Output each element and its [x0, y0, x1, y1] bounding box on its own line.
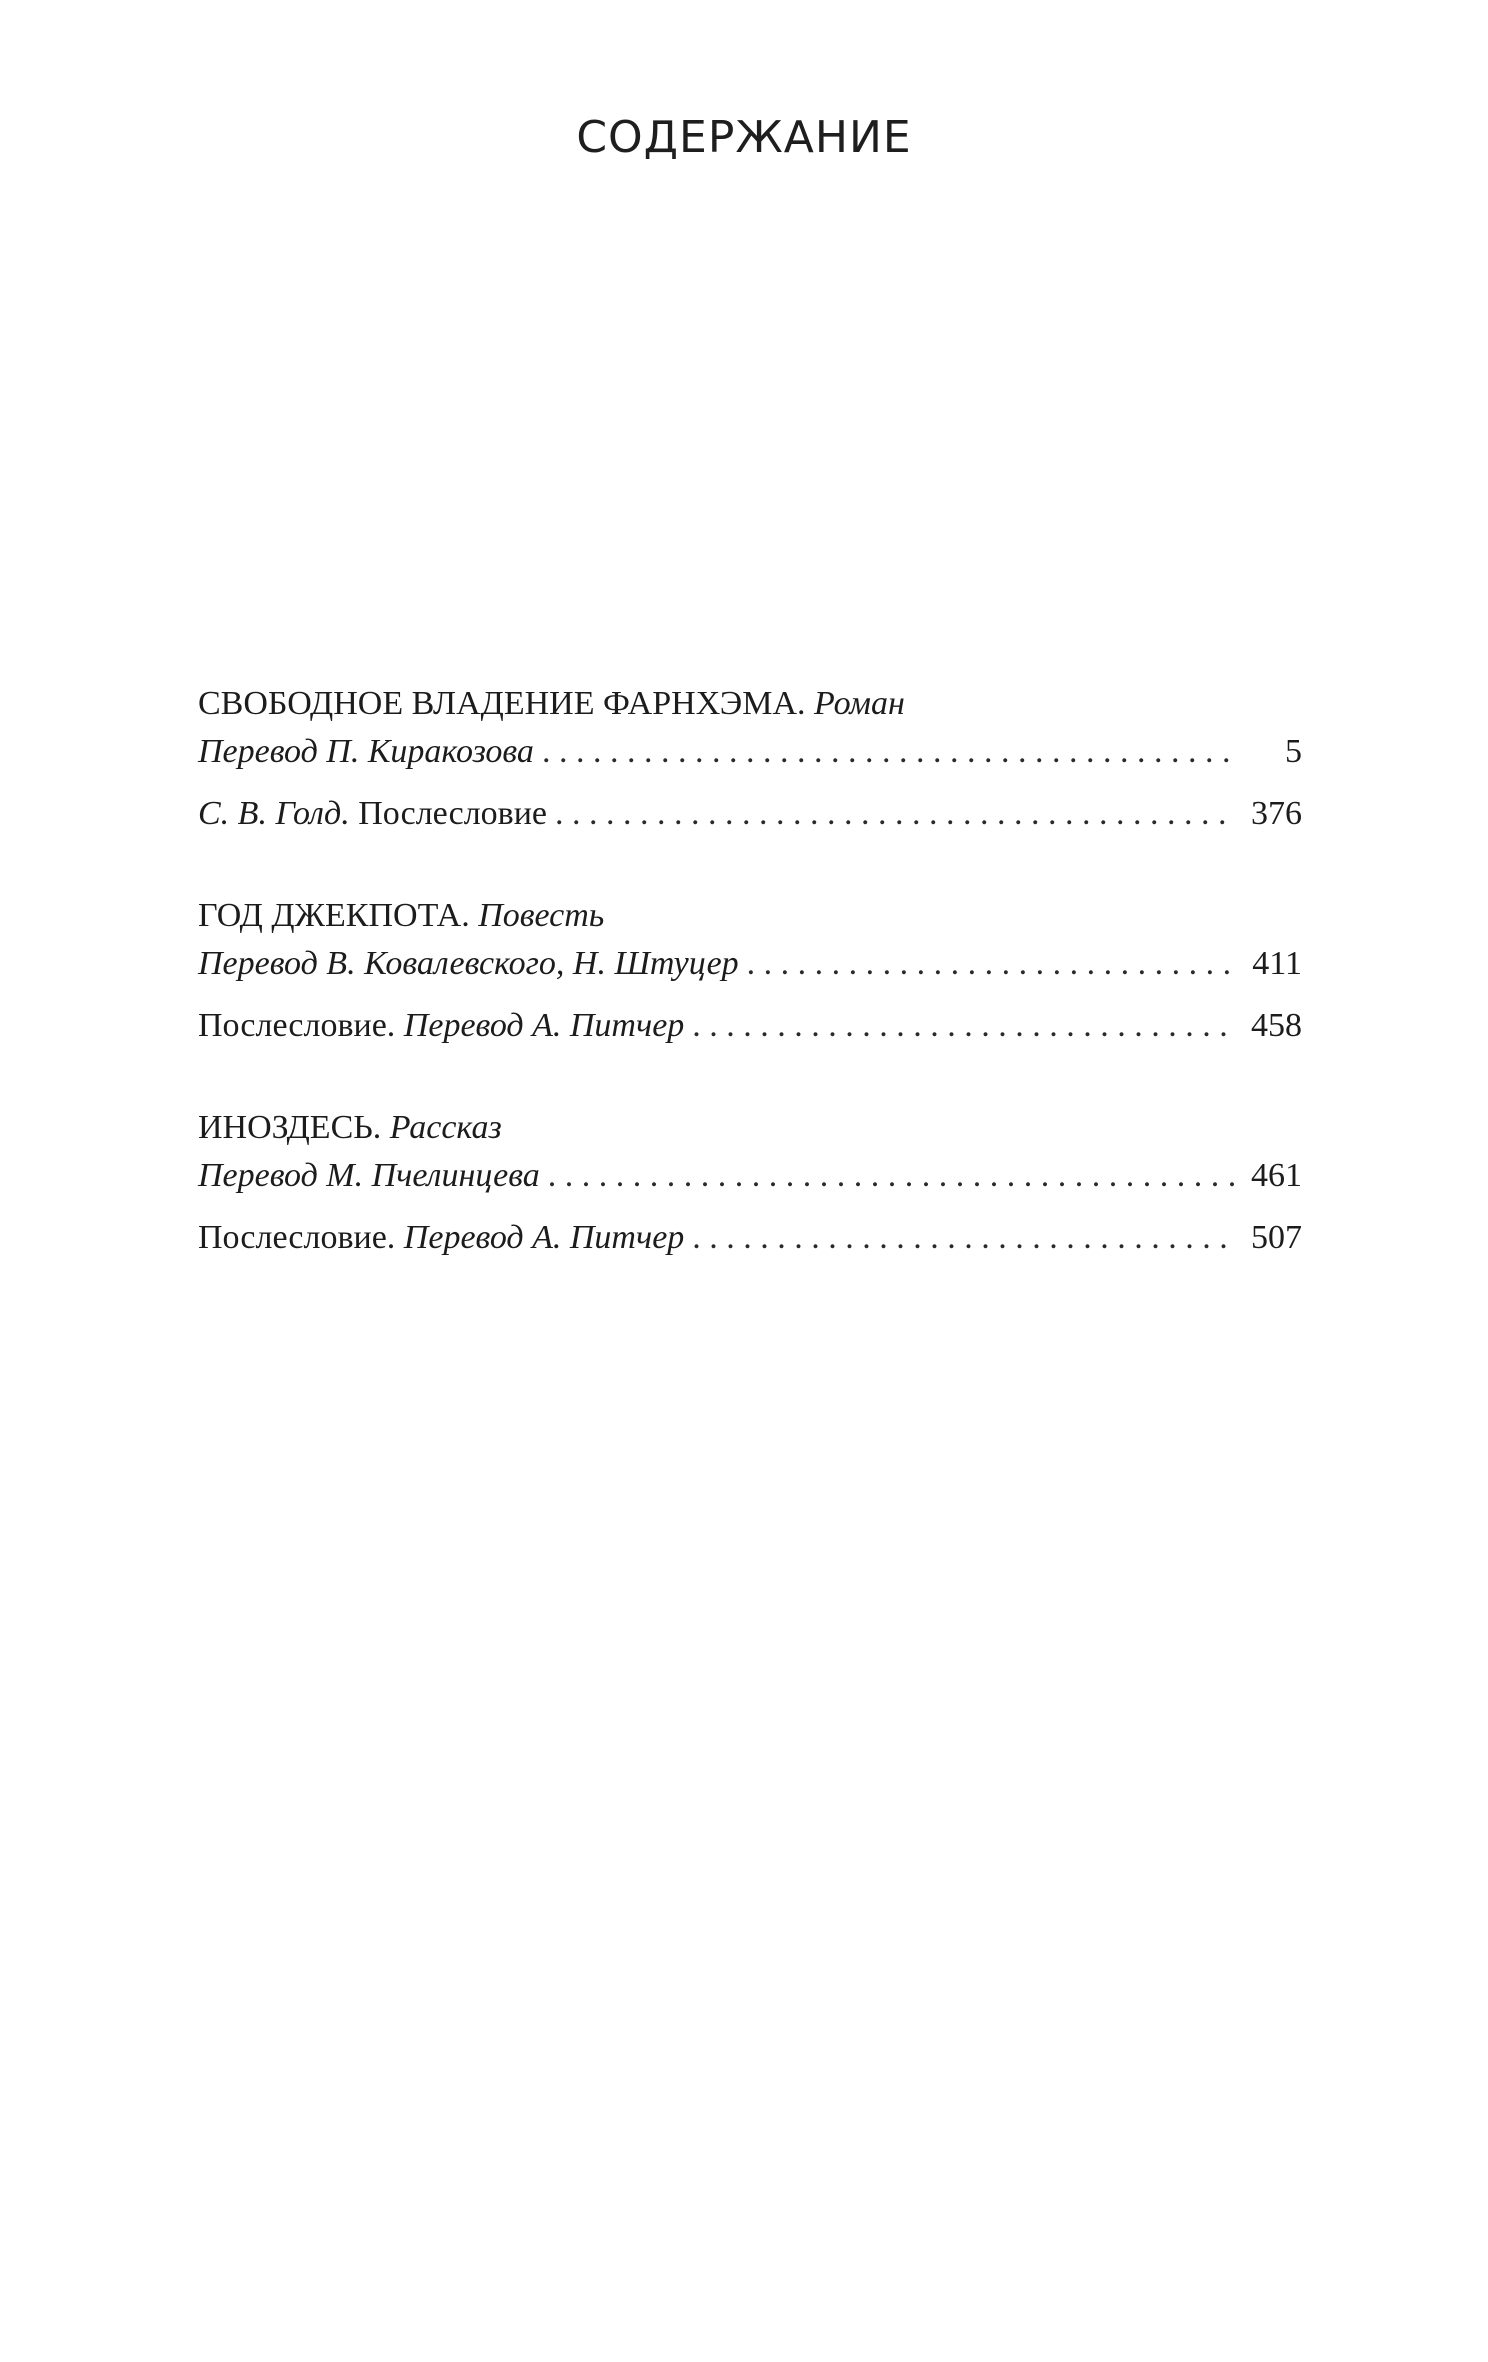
dot-leader [548, 1152, 1236, 1200]
entry-credit: Перевод М. Пчелинцева [198, 1157, 540, 1194]
entry-label: Послесловие [349, 795, 548, 832]
toc-entry[interactable] [198, 1152, 1302, 1200]
toc-entry[interactable] [198, 728, 1302, 776]
work-genre: Роман [814, 685, 905, 722]
dot-leader [542, 728, 1236, 776]
section-title [198, 1104, 1302, 1152]
entry-credit: Перевод П. Киракозова [198, 733, 534, 770]
page-title: СОДЕРЖАНИЕ [576, 112, 912, 163]
page-number: 507 [1251, 1219, 1302, 1256]
toc-section-inozdes [198, 1104, 1302, 1262]
section-title [198, 680, 1302, 728]
table-of-contents [198, 680, 1302, 1316]
page-number: 5 [1285, 733, 1302, 770]
page-number: 376 [1251, 795, 1302, 832]
work-title: СВОБОДНОЕ ВЛАДЕНИЕ ФАРНХЭМА. [198, 685, 806, 722]
section-title [198, 892, 1302, 940]
dot-leader [692, 1214, 1236, 1262]
work-genre: Повесть [478, 897, 605, 934]
toc-entry[interactable] [198, 1002, 1302, 1050]
page-number: 411 [1252, 945, 1302, 982]
dot-leader [692, 1002, 1236, 1050]
toc-entry[interactable] [198, 1214, 1302, 1262]
work-genre: Рассказ [389, 1109, 502, 1146]
page-number: 458 [1251, 1007, 1302, 1044]
entry-author: С. В. Голд. [198, 795, 350, 832]
toc-entry[interactable] [198, 940, 1302, 988]
work-title: ИНОЗДЕСЬ. [198, 1109, 382, 1146]
dot-leader [555, 790, 1236, 838]
toc-section-jackpot [198, 892, 1302, 1050]
toc-entry[interactable] [198, 790, 1302, 838]
page-number: 461 [1251, 1157, 1302, 1194]
entry-credit: Перевод В. Ковалевского, Н. Штуцер [198, 945, 739, 982]
work-title: ГОД ДЖЕКПОТА. [198, 897, 470, 934]
entry-credit: Перевод А. Питчер [403, 1007, 685, 1044]
dot-leader [747, 940, 1236, 988]
toc-section-farnham [198, 680, 1302, 838]
entry-label: Послесловие. [198, 1007, 404, 1044]
entry-credit: Перевод А. Питчер [403, 1219, 685, 1256]
entry-label: Послесловие. [198, 1219, 404, 1256]
